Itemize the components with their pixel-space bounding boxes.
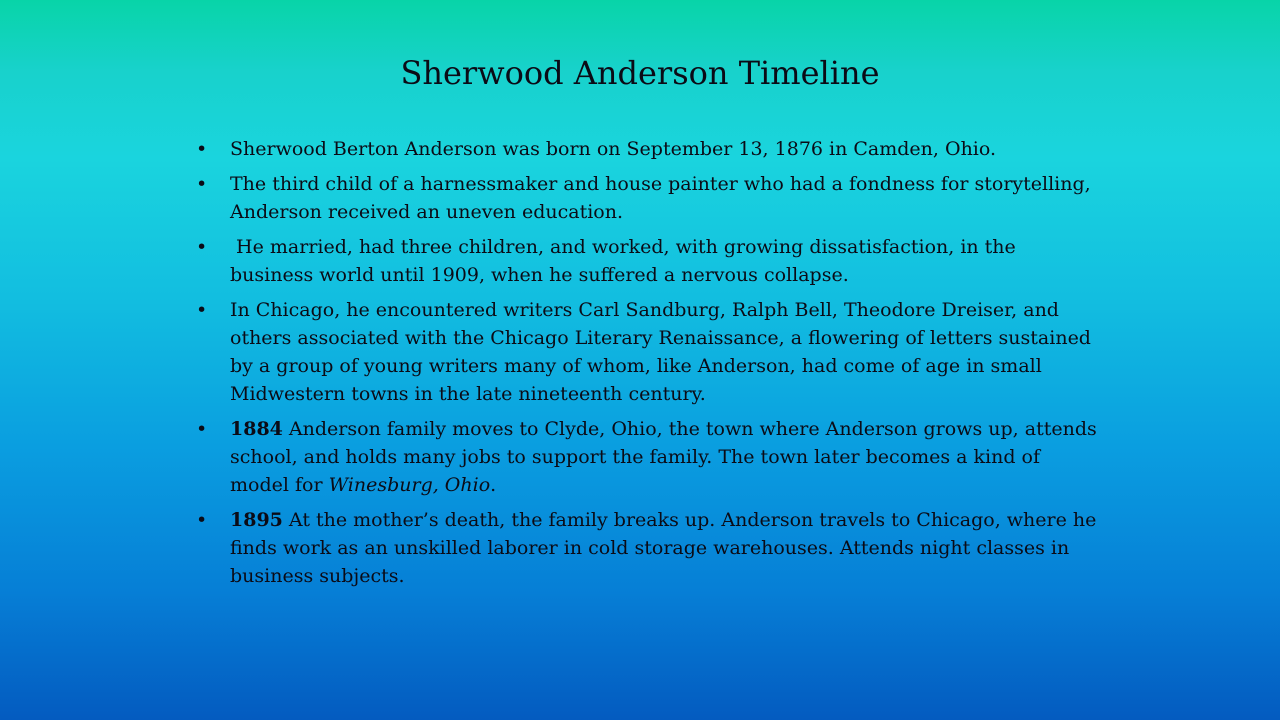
bullet-icon: • [196,418,208,440]
bullet-icon: • [196,299,208,321]
bullet-text: At the mother’s death, the family breaks up. Anderson travels to Chicago, where he finds work as an unskilled laborer in cold storage warehouses. Attends night classes in business subjects. [230,509,1097,587]
bullet-list [192,135,1102,597]
bullet-item-childhood [192,170,1102,226]
bullet-text: The third child of a harnessmaker and house painter who had a fondness for storytelling, Anderson received an uneven education. [230,173,1091,223]
slide-title: Sherwood Anderson Timeline [400,54,880,92]
bullet-text: He married, had three children, and worked, with growing dissatisfaction, in the business world until 1909, when he suffered a nervous collapse. [230,236,1022,286]
bullet-text: Anderson family moves to Clyde, Ohio, the town where Anderson grows up, attends school, and holds many jobs to support the family. The town later becomes a kind of model for [230,418,1097,496]
bullet-icon: • [196,138,208,160]
bullet-text-tail: . [490,474,497,496]
timeline-year: 1884 [230,418,283,440]
bullet-icon: • [196,173,208,195]
bullet-item-1884 [192,415,1102,499]
bullet-item-marriage [192,233,1102,289]
bullet-icon: • [196,509,208,531]
bullet-text: Sherwood Berton Anderson was born on September 13, 1876 in Camden, Ohio. [230,138,997,160]
bullet-item-1895 [192,506,1102,590]
book-title: Winesburg, Ohio [328,474,491,496]
bullet-item-chicago [192,296,1102,408]
timeline-year: 1895 [230,509,283,531]
bullet-text: In Chicago, he encountered writers Carl Sandburg, Ralph Bell, Theodore Dreiser, and others associated with the Chicago Literary Renaissance, a flowering of letters sustained by a group of young writers many of whom, like Anderson, had come of age in small Midwestern towns in the late nineteenth century. [230,299,1091,405]
bullet-item-birth [192,135,1102,163]
bullet-icon: • [196,236,208,258]
